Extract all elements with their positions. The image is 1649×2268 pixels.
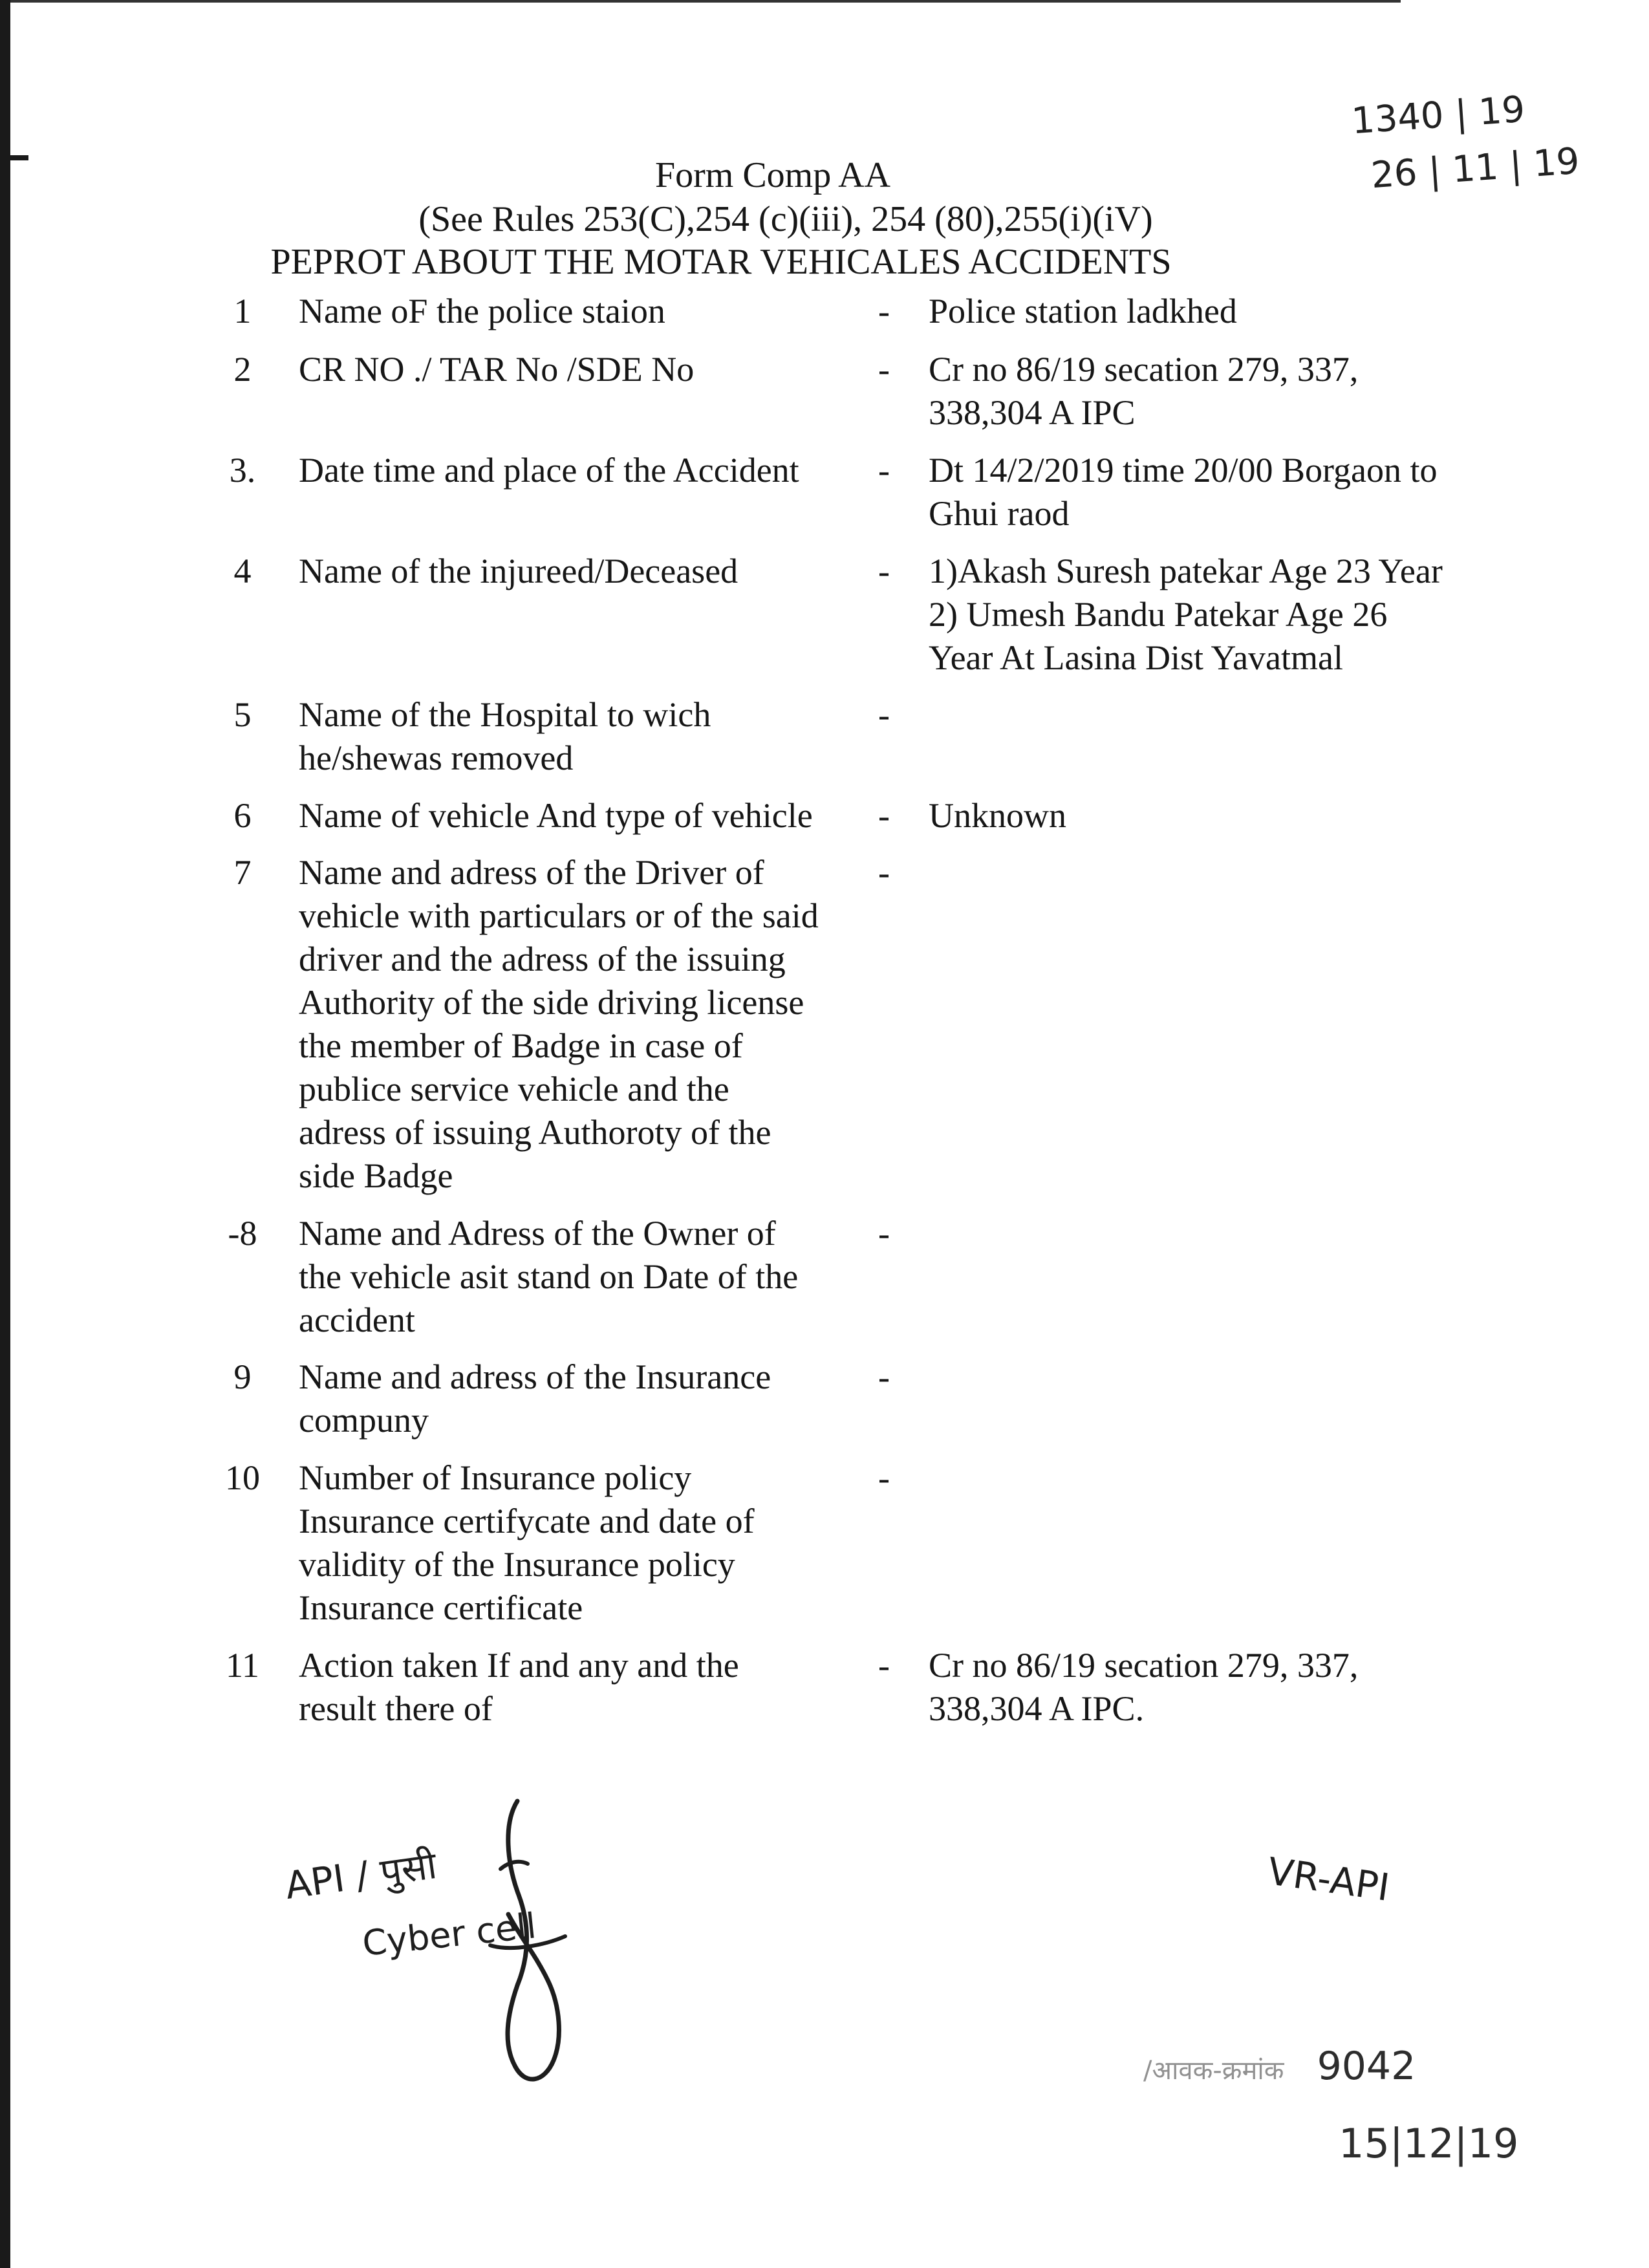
row-label: CR NO ./ TAR No /SDE No [299,350,695,389]
row-separator: - [878,1357,890,1396]
row-label: Name of vehicle And type of vehicle [299,796,813,835]
row-value: Cr no 86/19 secation 279, 337, 338,304 A IPC. [929,1646,1359,1728]
handwritten-note-cyber-cell: Cyber cell [360,1905,539,1964]
row-separator: - [878,1458,890,1497]
row-separator: - [878,350,890,389]
row-number: 2 [233,350,252,389]
stamp-inward-number: 9042 [1317,2044,1416,2089]
row-separator: - [878,451,890,490]
row-label: Name and Adress of the Owner of the vehicle asit stand on Date of the accident [299,1214,799,1339]
row-value: Unknown [929,796,1066,835]
page-left-edge [0,0,10,2268]
row-separator: - [878,695,890,734]
handwritten-initials: VR-API [1265,1849,1392,1910]
row-number: 6 [233,796,252,835]
row-value: 1)Akash Suresh patekar Age 23 Year 2) Umesh Bandu Patekar Age 26 Year At Lasina Dist Yavatmal [929,552,1443,677]
row-number: -8 [228,1214,257,1253]
form-heading: PEPROT ABOUT THE MOTAR VEHICALES ACCIDENTS [270,242,1172,282]
row-value: Police station ladkhed [929,292,1237,330]
row-separator: - [878,1214,890,1253]
row-number: 9 [233,1357,252,1396]
scan-top-border [10,0,1401,3]
row-separator: - [878,292,890,330]
row-label: Action taken If and any and the result there of [299,1646,739,1728]
row-number: 10 [225,1458,260,1497]
row-number: 5 [233,695,252,734]
row-value: Cr no 86/19 secation 279, 337, 338,304 A IPC [929,350,1359,432]
row-label: Name of the Hospital to wich he/shewas removed [299,695,711,777]
row-value: Dt 14/2/2019 time 20/00 Borgaon to Ghui raod [929,451,1438,533]
form-rules: (See Rules 253(C),254 (c)(iii), 254 (80),255(i)(iV) [418,199,1153,239]
handwritten-note-api: API / पुसी [282,1842,440,1908]
stamp-date: 15|12|19 [1339,2120,1519,2167]
form-title: Form Comp AA [654,155,891,195]
bottom-inward-stamp [1143,2044,1519,2167]
row-label: Number of Insurance policy Insurance certifycate and date of validity of the Insurance policy Insurance certificate [299,1458,755,1627]
row-separator: - [878,552,890,590]
row-label: Name and adress of the Driver of vehicle with particulars or of the said driver and the adress of the issuing Authority of the side driving license the member of Badge in case of publice service vehicle and the adress of issuing Authoroty of the side Badge [299,853,819,1195]
row-label: Name of the injureed/Deceased [299,552,738,590]
row-number: 3. [229,451,256,490]
top-right-stamp-line1: 1340 | 19 [1350,88,1527,143]
row-separator: - [878,853,890,892]
row-label: Date time and place of the Accident [299,451,799,490]
row-number: 1 [233,292,252,330]
row-number: 4 [233,552,252,590]
top-right-stamp-line2: 26 | 11 | 19 [1370,140,1581,197]
signature-mark [427,1778,634,2102]
row-separator: - [878,1646,890,1685]
row-number: 7 [233,853,252,892]
row-separator: - [878,796,890,835]
row-number: 11 [226,1646,259,1685]
stamp-inward-label: /आवक-क्रमांक [1143,2056,1284,2086]
row-label: Name and adress of the Insurance compuny [299,1357,771,1440]
row-label: Name oF the police staion [299,292,665,330]
